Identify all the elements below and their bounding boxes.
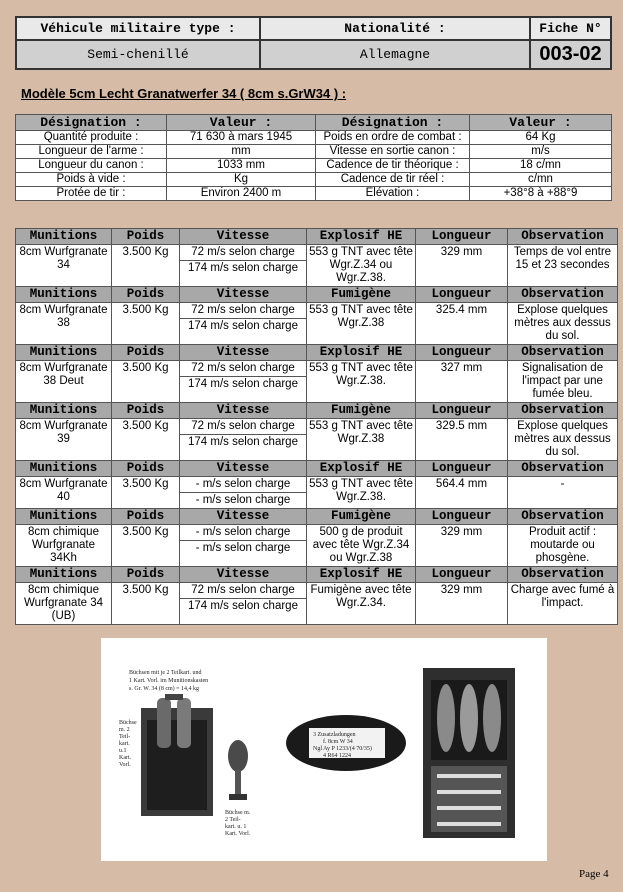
header-fiche-value: 003-02 bbox=[530, 40, 611, 69]
spec-header-designation: Désignation : bbox=[316, 115, 470, 131]
munition-column-header: Observation bbox=[508, 509, 618, 525]
spec-value-cell: 64 Kg bbox=[470, 131, 612, 145]
spec-table bbox=[15, 114, 612, 201]
header-nationality-value: Allemagne bbox=[260, 40, 530, 69]
munition-name: 8cm chimique Wurfgranate 34Kh bbox=[16, 525, 112, 567]
spec-designation-cell: Longueur de l'arme : bbox=[16, 145, 167, 159]
page-number: Page 4 bbox=[579, 868, 609, 880]
munitions-table bbox=[15, 228, 618, 625]
munition-column-header: Poids bbox=[112, 461, 180, 477]
photo-label: 2 Teil- bbox=[225, 817, 241, 823]
munition-column-header: Explosif HE bbox=[307, 461, 416, 477]
photo-label: Teil- bbox=[119, 734, 131, 740]
munition-column-header: Longueur bbox=[416, 403, 508, 419]
disc-label-text: 4 R64 1224 bbox=[323, 753, 352, 759]
munition-column-header: Explosif HE bbox=[307, 567, 416, 583]
munition-observation: Temps de vol entre 15 et 23 secondes bbox=[508, 245, 618, 287]
munition-header-row bbox=[16, 461, 618, 477]
munition-charge: 553 g TNT avec tête Wgr.Z.38 bbox=[307, 419, 416, 461]
photo-label: Büchse bbox=[119, 720, 137, 726]
munition-column-header: Longueur bbox=[416, 509, 508, 525]
photo-label: Kart. Vorl. bbox=[225, 831, 251, 837]
header-vehicle-label: Véhicule militaire type : bbox=[16, 17, 260, 40]
munition-column-header: Vitesse bbox=[180, 229, 307, 245]
munition-column-header: Vitesse bbox=[180, 403, 307, 419]
munition-observation: - bbox=[508, 477, 618, 509]
munition-column-header: Vitesse bbox=[180, 461, 307, 477]
munition-row bbox=[16, 477, 618, 509]
munition-row bbox=[16, 583, 618, 625]
munition-observation: Explose quelques mètres aux dessus du sol. bbox=[508, 303, 618, 345]
spec-header-value: Valeur : bbox=[470, 115, 612, 131]
photo-label: kart. bbox=[119, 741, 130, 747]
spec-value-cell: mm bbox=[167, 145, 316, 159]
spec-value-cell: Kg bbox=[167, 173, 316, 187]
header-table bbox=[15, 16, 612, 70]
munition-length: 329.5 mm bbox=[416, 419, 508, 461]
velocity-value: 72 m/s selon charge bbox=[180, 245, 306, 261]
canister-icon bbox=[157, 698, 171, 748]
munition-column-header: Poids bbox=[112, 345, 180, 361]
munition-header-row bbox=[16, 403, 618, 419]
photo-label: Vorl. bbox=[119, 762, 131, 768]
velocity-value: 174 m/s selon charge bbox=[188, 320, 298, 332]
munition-observation: Charge avec fumé à l'impact. bbox=[508, 583, 618, 625]
spec-header-designation: Désignation : bbox=[16, 115, 167, 131]
munition-name: 8cm Wurfgranate 40 bbox=[16, 477, 112, 509]
munition-length: 329 mm bbox=[416, 525, 508, 567]
munition-name: 8cm Wurfgranate 38 bbox=[16, 303, 112, 345]
photo-caption-line: 1 Kart. Vorl. im Munitionskasten bbox=[129, 678, 209, 684]
munition-charge: 553 g TNT avec tête Wgr.Z.38. bbox=[307, 361, 416, 403]
munition-velocity bbox=[180, 477, 307, 509]
munition-row bbox=[16, 303, 618, 345]
crate-strap bbox=[437, 822, 501, 826]
spec-value-cell: m/s bbox=[470, 145, 612, 159]
munition-velocity bbox=[180, 245, 307, 287]
photo-caption-line: Büchsen mit je 2 Teilkart. und bbox=[129, 670, 202, 676]
disc-label-text: f. 8cm W 34 bbox=[323, 739, 353, 745]
spec-designation-cell: Poids en ordre de combat : bbox=[316, 131, 470, 145]
munition-row bbox=[16, 245, 618, 287]
spec-row bbox=[16, 173, 612, 187]
spec-designation-cell: Cadence de tir théorique : bbox=[316, 159, 470, 173]
munition-observation: Explose quelques mètres aux dessus du sol. bbox=[508, 419, 618, 461]
velocity-value: - m/s selon charge bbox=[195, 494, 291, 506]
munition-charge: Fumigène avec tête Wgr.Z.34. bbox=[307, 583, 416, 625]
munition-column-header: Vitesse bbox=[180, 509, 307, 525]
spec-value-cell: 71 630 à mars 1945 bbox=[167, 131, 316, 145]
munition-column-header: Observation bbox=[508, 287, 618, 303]
munition-velocity bbox=[180, 525, 307, 567]
spec-designation-cell: Poids à vide : bbox=[16, 173, 167, 187]
velocity-value: 72 m/s selon charge bbox=[180, 419, 306, 435]
munitions-crate-photo bbox=[101, 638, 547, 861]
velocity-value: - m/s selon charge bbox=[180, 525, 306, 541]
munition-column-header: Observation bbox=[508, 403, 618, 419]
munition-header-row bbox=[16, 509, 618, 525]
munition-weight: 3.500 Kg bbox=[112, 245, 180, 287]
munition-column-header: Poids bbox=[112, 509, 180, 525]
disc-label-text: Ngl Ay P 1233/(4 70/35) bbox=[313, 746, 372, 752]
munition-weight: 3.500 Kg bbox=[112, 525, 180, 567]
munition-column-header: Observation bbox=[508, 461, 618, 477]
munition-column-header: Vitesse bbox=[180, 287, 307, 303]
velocity-value: 174 m/s selon charge bbox=[188, 262, 298, 274]
velocity-value: 72 m/s selon charge bbox=[180, 361, 306, 377]
crate-strap bbox=[437, 806, 501, 810]
munition-name: 8cm Wurfgranate 34 bbox=[16, 245, 112, 287]
crate-strap bbox=[437, 774, 501, 778]
photo-label: m. 2 bbox=[119, 727, 130, 733]
mortar-shell-icon bbox=[228, 740, 248, 772]
munition-row bbox=[16, 419, 618, 461]
spec-designation-cell: Elévation : bbox=[316, 187, 470, 201]
header-fiche-label: Fiche N° bbox=[530, 17, 611, 40]
crate-strap bbox=[437, 790, 501, 794]
munition-length: 327 mm bbox=[416, 361, 508, 403]
photo-label: kart. u. 1 bbox=[225, 824, 247, 830]
munition-header-row bbox=[16, 567, 618, 583]
photo-caption-line: s. Gr. W. 34 (8 cm) = 14,4 kg bbox=[129, 686, 200, 692]
munition-column-header: Longueur bbox=[416, 229, 508, 245]
munition-column-header: Longueur bbox=[416, 461, 508, 477]
shell-icon bbox=[437, 684, 455, 752]
munition-charge: 553 g TNT avec tête Wgr.Z.38 bbox=[307, 303, 416, 345]
munition-name: 8cm Wurfgranate 39 bbox=[16, 419, 112, 461]
spec-value-cell: +38°8 à +88°9 bbox=[470, 187, 612, 201]
munition-observation: Signalisation de l'impact par une fumée bleu. bbox=[508, 361, 618, 403]
munition-weight: 3.500 Kg bbox=[112, 583, 180, 625]
velocity-value: 174 m/s selon charge bbox=[188, 378, 298, 390]
munition-length: 564.4 mm bbox=[416, 477, 508, 509]
munition-velocity bbox=[180, 583, 307, 625]
spec-designation-cell: Longueur du canon : bbox=[16, 159, 167, 173]
spec-value-cell: 18 c/mn bbox=[470, 159, 612, 173]
munition-charge: 500 g de produit avec tête Wgr.Z.34 ou Wgr.Z.38 bbox=[307, 525, 416, 567]
munition-column-header: Vitesse bbox=[180, 567, 307, 583]
munition-column-header: Explosif HE bbox=[307, 345, 416, 361]
munition-column-header: Observation bbox=[508, 229, 618, 245]
munition-weight: 3.500 Kg bbox=[112, 361, 180, 403]
munition-column-header: Longueur bbox=[416, 345, 508, 361]
munition-column-header: Observation bbox=[508, 567, 618, 583]
spec-designation-cell: Quantité produite : bbox=[16, 131, 167, 145]
munition-header-row bbox=[16, 345, 618, 361]
munition-velocity bbox=[180, 361, 307, 403]
munition-weight: 3.500 Kg bbox=[112, 477, 180, 509]
munition-column-header: Explosif HE bbox=[307, 229, 416, 245]
spec-value-cell: c/mn bbox=[470, 173, 612, 187]
crate-handle bbox=[165, 694, 183, 700]
photo-label: Büchse m. bbox=[225, 810, 251, 816]
mortar-shell-tail bbox=[235, 770, 241, 798]
munition-observation: Produit actif : moutarde ou phosgène. bbox=[508, 525, 618, 567]
page-title: Modèle 5cm Lecht Granatwerfer 34 ( 8cm s.GrW34 ) : bbox=[21, 86, 347, 101]
spec-header-value: Valeur : bbox=[167, 115, 316, 131]
velocity-value: 174 m/s selon charge bbox=[188, 436, 298, 448]
spec-designation-cell: Protée de tir : bbox=[16, 187, 167, 201]
disc-label-text: 3 Zusatzladungen bbox=[313, 732, 356, 738]
velocity-value: 174 m/s selon charge bbox=[188, 600, 298, 612]
munition-column-header: Fumigène bbox=[307, 509, 416, 525]
spec-row bbox=[16, 159, 612, 173]
spec-designation-cell: Vitesse en sortie canon : bbox=[316, 145, 470, 159]
munition-charge: 553 g TNT avec tête Wgr.Z.34 ou Wgr.Z.38. bbox=[307, 245, 416, 287]
munition-column-header: Longueur bbox=[416, 287, 508, 303]
shell-icon bbox=[460, 684, 478, 752]
munition-charge: 553 g TNT avec tête Wgr.Z.38. bbox=[307, 477, 416, 509]
munition-column-header: Poids bbox=[112, 567, 180, 583]
munition-header-row bbox=[16, 287, 618, 303]
munition-column-header: Poids bbox=[112, 229, 180, 245]
velocity-value: - m/s selon charge bbox=[180, 477, 306, 493]
spec-value-cell: 1033 mm bbox=[167, 159, 316, 173]
canister-icon bbox=[177, 698, 191, 748]
photo-label: u.1 bbox=[119, 748, 127, 754]
munition-weight: 3.500 Kg bbox=[112, 419, 180, 461]
crate-illustration bbox=[101, 638, 547, 861]
munition-column-header: Fumigène bbox=[307, 403, 416, 419]
munition-column-header: Munitions bbox=[16, 229, 112, 245]
velocity-value: 72 m/s selon charge bbox=[180, 303, 306, 319]
velocity-value: - m/s selon charge bbox=[195, 542, 291, 554]
velocity-value: 72 m/s selon charge bbox=[180, 583, 306, 599]
munition-column-header: Vitesse bbox=[180, 345, 307, 361]
munition-length: 329 mm bbox=[416, 583, 508, 625]
munition-column-header: Longueur bbox=[416, 567, 508, 583]
munition-header-row bbox=[16, 229, 618, 245]
munition-length: 325.4 mm bbox=[416, 303, 508, 345]
spec-value-cell: Environ 2400 m bbox=[167, 187, 316, 201]
munition-column-header: Poids bbox=[112, 287, 180, 303]
spec-designation-cell: Cadence de tir réel : bbox=[316, 173, 470, 187]
header-nationality-label: Nationalité : bbox=[260, 17, 530, 40]
munition-name: 8cm Wurfgranate 38 Deut bbox=[16, 361, 112, 403]
mortar-shell-fins bbox=[229, 794, 247, 800]
munition-name: 8cm chimique Wurfgranate 34 (UB) bbox=[16, 583, 112, 625]
munition-column-header: Munitions bbox=[16, 345, 112, 361]
munition-column-header: Munitions bbox=[16, 287, 112, 303]
munition-velocity bbox=[180, 303, 307, 345]
photo-label: Kart. bbox=[119, 755, 132, 761]
munition-column-header: Poids bbox=[112, 403, 180, 419]
munition-column-header: Munitions bbox=[16, 403, 112, 419]
munition-column-header: Munitions bbox=[16, 567, 112, 583]
shell-icon bbox=[483, 684, 501, 752]
spec-row bbox=[16, 145, 612, 159]
spec-row bbox=[16, 187, 612, 201]
munition-column-header: Munitions bbox=[16, 461, 112, 477]
munition-column-header: Munitions bbox=[16, 509, 112, 525]
munition-column-header: Observation bbox=[508, 345, 618, 361]
munition-column-header: Fumigène bbox=[307, 287, 416, 303]
munition-row bbox=[16, 525, 618, 567]
munition-row bbox=[16, 361, 618, 403]
munition-velocity bbox=[180, 419, 307, 461]
munition-weight: 3.500 Kg bbox=[112, 303, 180, 345]
header-vehicle-value: Semi-chenillé bbox=[16, 40, 260, 69]
spec-row bbox=[16, 131, 612, 145]
munition-length: 329 mm bbox=[416, 245, 508, 287]
